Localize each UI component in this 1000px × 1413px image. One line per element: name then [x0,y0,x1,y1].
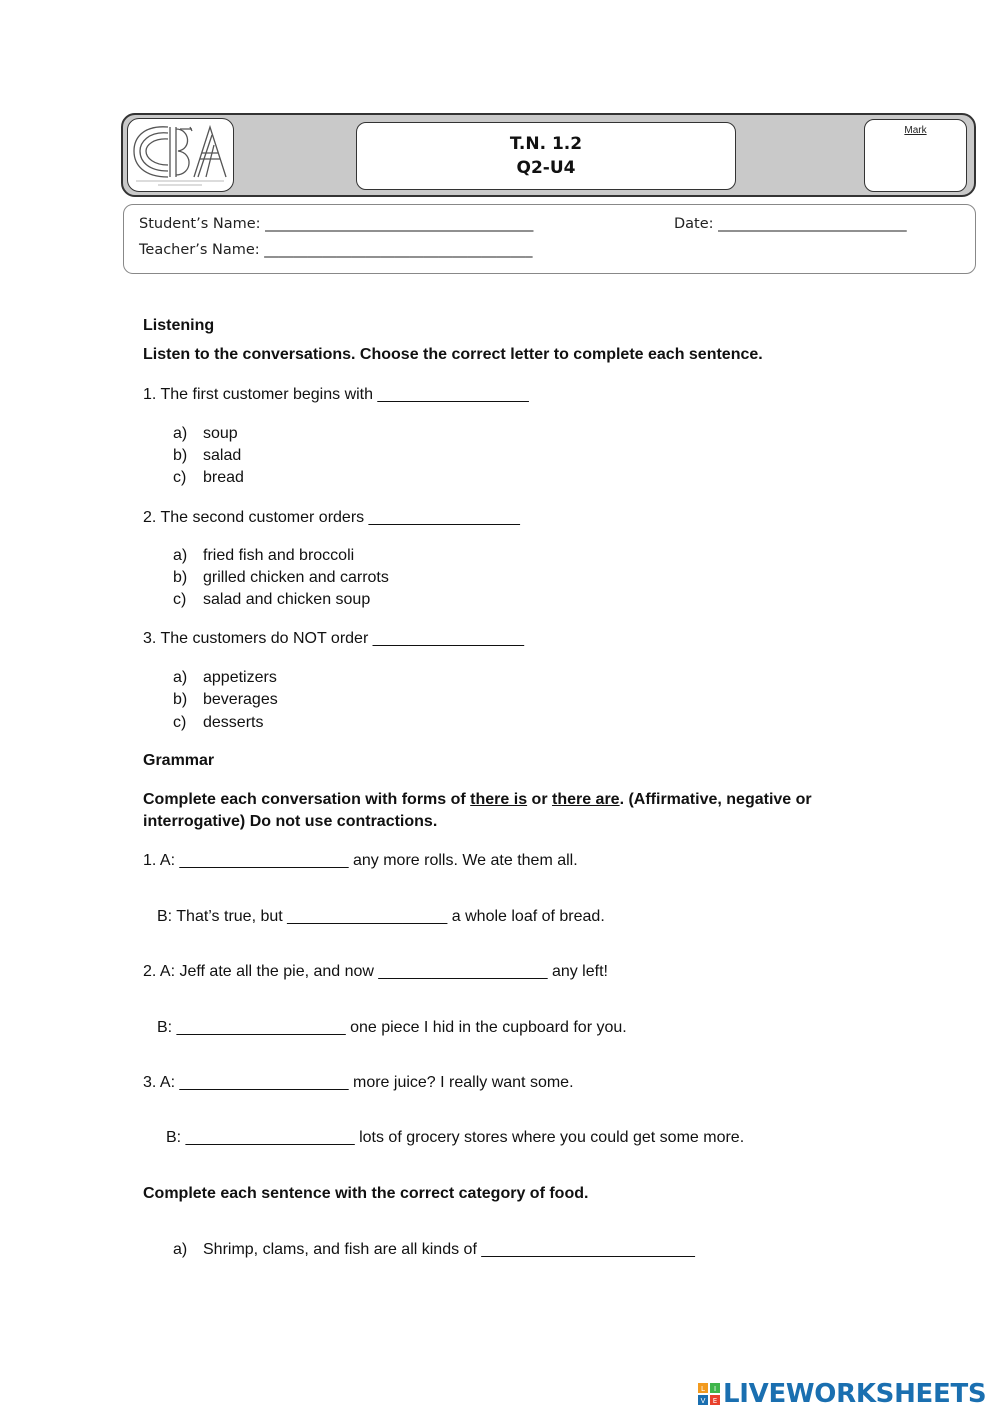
listening-question-1[interactable]: 1. The first customer begins with _________________ [143,386,529,403]
cba-school-logo-icon [128,119,232,190]
listening-instruction: Listen to the conversations. Choose the correct letter to complete each sentence. [143,346,763,363]
option-letter: a) [173,547,188,564]
svg-text:V: V [700,1397,706,1405]
liveworksheets-brand[interactable] [697,1377,986,1411]
grammar-instruction-line1 [143,790,812,810]
listening-heading: Listening [143,317,215,334]
student-info-box [123,204,976,274]
grammar-line-1b[interactable]: B: That’s true, but __________________ a whole loaf of bread. [157,908,605,925]
option-letter: b) [173,569,188,586]
option-1c[interactable] [173,468,244,488]
option-text: soup [203,425,238,442]
grammar-line-2a[interactable]: 2. A: Jeff ate all the pie, and now ___________________ any left! [143,963,608,980]
teacher-name-field[interactable]: Teacher’s Name: _____________________________________ [139,242,533,258]
category-instruction: Complete each sentence with the correct category of food. [143,1185,589,1202]
option-3b[interactable] [173,690,278,710]
category-item-text: Shrimp, clams, and fish are all kinds of ________________________ [203,1241,695,1258]
option-text: appetizers [203,669,277,686]
option-3a[interactable] [173,668,277,688]
grammar-instruction-line2: interrogative) Do not use contractions. [143,813,438,830]
option-letter: b) [173,691,188,708]
option-letter: c) [173,591,187,608]
option-2a[interactable] [173,546,354,566]
option-text: beverages [203,691,278,708]
option-2b[interactable] [173,568,389,588]
grammar-heading: Grammar [143,752,215,769]
grammar-line-2b[interactable]: B: ___________________ one piece I hid in the cupboard for you. [157,1019,627,1036]
phrase-there-are: there are [551,791,620,808]
mark-box[interactable] [864,119,967,192]
option-text: salad [203,447,242,464]
grammar-line-1a[interactable]: 1. A: ___________________ any more rolls. We ate them all. [143,852,578,869]
student-name-field[interactable]: Student’s Name: _____________________________________ [139,216,534,232]
option-1b[interactable] [173,446,241,466]
option-3c[interactable] [173,713,263,733]
liveworksheets-logo-icon [697,1382,721,1406]
title-code: T.N. 1.2 [509,134,583,154]
svg-text:L: L [701,1385,705,1393]
svg-text:E: E [712,1397,718,1405]
svg-text:I: I [713,1385,717,1393]
option-letter: c) [173,469,187,486]
option-letter: a) [173,1241,188,1258]
option-text: salad and chicken soup [203,591,371,608]
option-text: fried fish and broccoli [203,547,355,564]
title-unit: Q2-U4 [516,158,576,178]
instruction-or: or [527,791,552,808]
option-text: bread [203,469,244,486]
worksheet-title [356,122,736,190]
mark-label: Mark [904,125,927,136]
listening-question-2[interactable]: 2. The second customer orders _________________ [143,509,520,526]
option-text: desserts [203,714,264,731]
grammar-line-3b[interactable]: B: ___________________ lots of grocery stores where you could get some more. [166,1129,745,1146]
option-1a[interactable] [173,424,238,444]
school-logo [127,118,234,192]
option-text: grilled chicken and carrots [203,569,389,586]
brand-text: LIVEWORKSHEETS [723,1379,987,1409]
category-item-a[interactable] [173,1240,695,1260]
option-letter: b) [173,447,188,464]
instruction-text: Complete each conversation with forms of [143,791,471,808]
instruction-text: . (Affirmative, negative or [619,791,812,808]
date-field[interactable]: Date: __________________________ [674,216,907,232]
listening-question-3[interactable]: 3. The customers do NOT order _________________ [143,630,524,647]
phrase-there-is: there is [470,791,528,808]
option-letter: a) [173,425,188,442]
option-letter: c) [173,714,187,731]
option-letter: a) [173,669,188,686]
option-2c[interactable] [173,590,370,610]
grammar-line-3a[interactable]: 3. A: ___________________ more juice? I really want some. [143,1074,574,1091]
